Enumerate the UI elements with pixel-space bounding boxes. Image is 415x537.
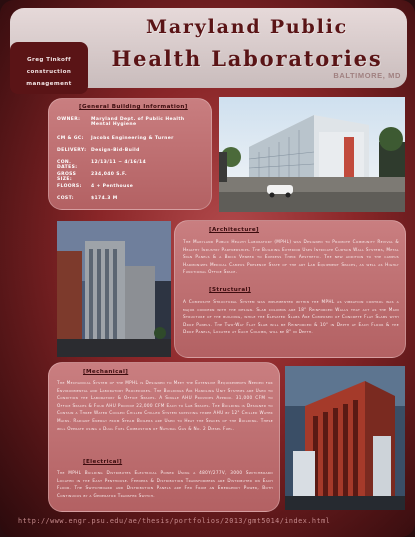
info-value: 4 + Penthouse bbox=[91, 184, 134, 189]
title-line-2: Health Laboratories bbox=[111, 46, 383, 71]
info-key: FLOORS: bbox=[57, 184, 82, 189]
building-rendering-photo bbox=[285, 366, 405, 510]
title-line-1: Maryland Public bbox=[145, 16, 349, 38]
info-value: 12/13/11 ~ 4/16/14 bbox=[91, 160, 147, 165]
architecture-heading: [Architecture] bbox=[209, 227, 260, 233]
building-rendering-image bbox=[285, 366, 405, 510]
mechanical-electrical-card bbox=[48, 362, 280, 512]
info-value: $174.3 M bbox=[91, 196, 118, 201]
building-tower-photo bbox=[57, 221, 171, 357]
info-value: Jacobs Engineering & Turner bbox=[91, 136, 174, 141]
electrical-heading: [Electrical] bbox=[83, 459, 123, 465]
author-name: Greg Tinkoff bbox=[27, 57, 71, 63]
building-street-image bbox=[219, 97, 405, 212]
structural-heading: [Structural] bbox=[209, 287, 251, 293]
location-label: BALTIMORE, MD bbox=[333, 71, 401, 80]
electrical-text: The MPHL Building Distributes Electrical Power Using a 480Y/277V, 3000 Switchboard Located in the East Penthouse. Feeders & Distribution Transformers are Distributed on Each Floor. The Switchboard and Distribution Panels are Fed From an Emergency Power, Both Continuous by a Generator Transfer Switch. bbox=[57, 470, 273, 498]
author-role-1: construction bbox=[26, 69, 72, 75]
architecture-text: The Maryland Public Health Laboratory (MPHL) was Designed to Promote Community Revival & Healthy Industry Partnerships. The Building Exterior Uses Intricate Curtain Wall Systems, Metal Sign Panels & a Brick Veneer to Express Their Aesthetic. The new addition to the campus Harmonizes Medical Campus Presence State of the art Lab Equipment Spaces, as well as Highly Functional Office Space. bbox=[183, 239, 399, 275]
author-tag bbox=[10, 42, 88, 94]
info-key: GROSS SIZE: bbox=[57, 172, 77, 182]
general-info-heading: [General Building Information] bbox=[79, 104, 188, 110]
info-value: 234,040 S.F. bbox=[91, 172, 127, 177]
general-info-card bbox=[48, 98, 212, 210]
info-value: Maryland Dept. of Public Health Mental Hygiene bbox=[91, 117, 185, 127]
building-tower-image bbox=[57, 221, 171, 357]
structural-text: A Composite Structural System was implemented within the MPHL as vibration control was a major concern with the design. Slab columns are 18" Reinforced Walls that act as the Main Structure of the building, while the Elevated Slabs Are Composed of Concrete Flat Slabs with Drop Panels. The Two-Way Flat Slab will be Reinforced & 10" in Depth at Each Floor & the Drop Panels, Located at Each Column, will be 8" in Depth. bbox=[183, 299, 399, 335]
building-street-photo bbox=[219, 97, 405, 212]
author-role-2: management bbox=[26, 81, 72, 87]
info-key: CM & GC: bbox=[57, 136, 84, 141]
architecture-structural-card bbox=[174, 220, 406, 358]
info-key: DELIVERY: bbox=[57, 148, 87, 153]
info-key: COST: bbox=[57, 196, 74, 201]
info-value: Design-Bid-Build bbox=[91, 148, 140, 153]
info-key: OWNER: bbox=[57, 117, 81, 122]
footer-url[interactable]: http://www.engr.psu.edu/ae/thesis/portfolios/2013/gmt5014/index.html bbox=[18, 517, 331, 525]
mechanical-text: The Mechanical System of the MPHL is Designed to Meet the Extensive Requirements Needed for Environmental and Laboratory Procedures. The Buildings Air Handling Unit Systems are Used to Condition the Laboratory & Office Spaces. A Single AHU Provides Approx. 31,000 CFM to Office Spaces & Four AHU Provide 22,000 CFM Each to Lab Spaces. The Building is Designed to Contain a Three Water Cooled Chiller Chilled System supplying three AHU by 12" Chilled Water Mains. Radiant Energy from Steam Boilers are Used to Heat the Spaces of the Building. These will Operate using a Dual Fuel Combustion of Natural Gas & No. 2 Diesel Fuel. bbox=[57, 380, 273, 431]
info-key: CON. DATES: bbox=[57, 160, 78, 170]
general-info-table bbox=[57, 117, 207, 207]
mechanical-heading: [Mechanical] bbox=[83, 369, 129, 375]
